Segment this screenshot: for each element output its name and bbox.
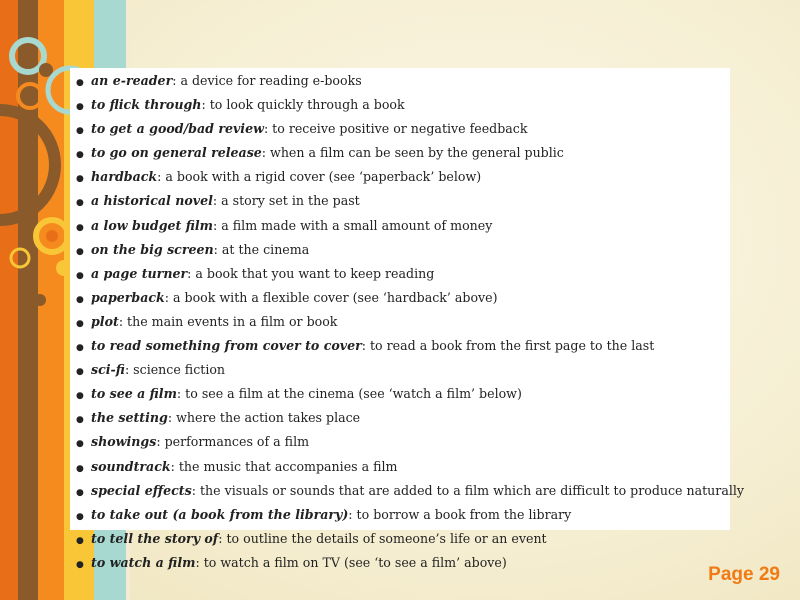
list-item — [76, 142, 724, 166]
bullet-icon: ● — [76, 559, 84, 570]
glossary-term: an e-reader — [91, 73, 173, 88]
glossary-term: to flick through — [91, 97, 202, 113]
glossary-definition: : to receive positive or negative feedback — [263, 121, 528, 137]
list-item — [76, 407, 724, 431]
list-item — [76, 94, 724, 118]
list-item — [76, 239, 724, 263]
glossary-term: a page turner — [91, 265, 188, 281]
glossary-definition: : to watch a film on TV (see ‘to see a film’ above) — [195, 554, 507, 570]
bullet-icon: ● — [76, 415, 84, 426]
bullet-icon: ● — [76, 150, 84, 161]
list-item — [76, 166, 724, 190]
glossary-term: to go on general release — [91, 145, 262, 161]
bullet-icon: ● — [76, 270, 84, 281]
glossary-definition: : where the action takes place — [167, 410, 361, 426]
bullet-icon: ● — [76, 174, 84, 185]
bullet-icon: ● — [76, 511, 84, 522]
bullet-icon: ● — [76, 102, 84, 113]
glossary-definition: : when a film can be seen by the general public — [261, 145, 564, 161]
list-item — [76, 263, 724, 287]
bullet-icon: ● — [76, 367, 84, 378]
glossary-definition: : performances of a film — [156, 434, 310, 450]
glossary-definition: : a book that you want to keep reading — [187, 265, 435, 281]
glossary-definition: : a book with a rigid cover (see ‘paperback’ below) — [157, 169, 482, 185]
glossary-definition: : the music that accompanies a film — [170, 458, 398, 474]
list-item — [76, 552, 724, 576]
bullet-icon: ● — [76, 78, 84, 88]
bullet-icon: ● — [76, 318, 84, 329]
glossary-definition: : the main events in a film or book — [118, 313, 338, 329]
glossary-list — [76, 70, 744, 576]
list-item — [76, 480, 744, 504]
glossary-term: to take out (a book from the library) — [91, 506, 349, 522]
glossary-definition: : at the cinema — [213, 241, 310, 257]
list-item — [76, 118, 724, 142]
list-item — [76, 431, 724, 455]
bullet-icon: ● — [76, 294, 84, 305]
list-item — [76, 335, 724, 359]
glossary-definition: : to outline the details of someone’s life or an event — [218, 530, 547, 546]
glossary-term: a historical novel — [91, 193, 213, 209]
bullet-icon: ● — [76, 535, 84, 546]
bullet-icon: ● — [76, 439, 84, 450]
list-item — [76, 359, 724, 383]
glossary-term: paperback — [91, 289, 165, 305]
glossary-definition: : the visuals or sounds that are added to a film which are difficult to produce naturally — [191, 482, 744, 498]
glossary-term: the setting — [91, 410, 168, 426]
glossary-term: to watch a film — [91, 554, 196, 570]
page-number: Page 29 — [708, 564, 780, 585]
glossary-term: to tell the story of — [91, 530, 219, 546]
glossary-term: to see a film — [91, 386, 177, 402]
glossary-term: on the big screen — [91, 241, 214, 257]
bullet-icon: ● — [76, 391, 84, 402]
list-item — [76, 311, 724, 335]
glossary-definition: : to see a film at the cinema (see ‘watch a film’ below) — [176, 386, 522, 402]
glossary-definition: : a device for reading e-books — [172, 73, 362, 88]
glossary-term: to get a good/bad review — [91, 121, 264, 137]
glossary-panel — [70, 68, 744, 570]
glossary-term: to read something from cover to cover — [91, 338, 362, 354]
glossary-definition: : to look quickly through a book — [201, 97, 405, 113]
bullet-icon: ● — [76, 463, 84, 474]
glossary-definition: : a story set in the past — [212, 193, 360, 209]
glossary-definition: : science fiction — [124, 362, 226, 378]
glossary-definition: : to borrow a book from the library — [348, 506, 572, 522]
bullet-icon: ● — [76, 222, 84, 233]
bullet-icon: ● — [76, 198, 84, 209]
list-item — [76, 504, 724, 528]
list-item — [76, 456, 724, 480]
bullet-icon: ● — [76, 487, 84, 498]
glossary-definition: : a book with a flexible cover (see ‘hardback’ above) — [164, 289, 498, 305]
list-item — [76, 215, 724, 239]
bullet-icon: ● — [76, 126, 84, 137]
glossary-term: plot — [91, 313, 119, 329]
glossary-definition: : a film made with a small amount of money — [213, 217, 493, 233]
glossary-term: showings — [91, 434, 157, 450]
glossary-term: soundtrack — [91, 458, 171, 474]
glossary-term: sci-fi — [91, 362, 125, 378]
list-item — [76, 528, 724, 552]
list-item — [76, 70, 724, 94]
list-item — [76, 287, 724, 311]
list-item — [76, 190, 724, 214]
bullet-icon: ● — [76, 343, 84, 354]
glossary-term: special effects — [91, 482, 192, 498]
glossary-term: a low budget film — [91, 217, 214, 233]
glossary-definition: : to read a book from the first page to the last — [361, 338, 655, 354]
list-item — [76, 383, 724, 407]
bullet-icon: ● — [76, 246, 84, 257]
glossary-term: hardback — [91, 169, 158, 185]
